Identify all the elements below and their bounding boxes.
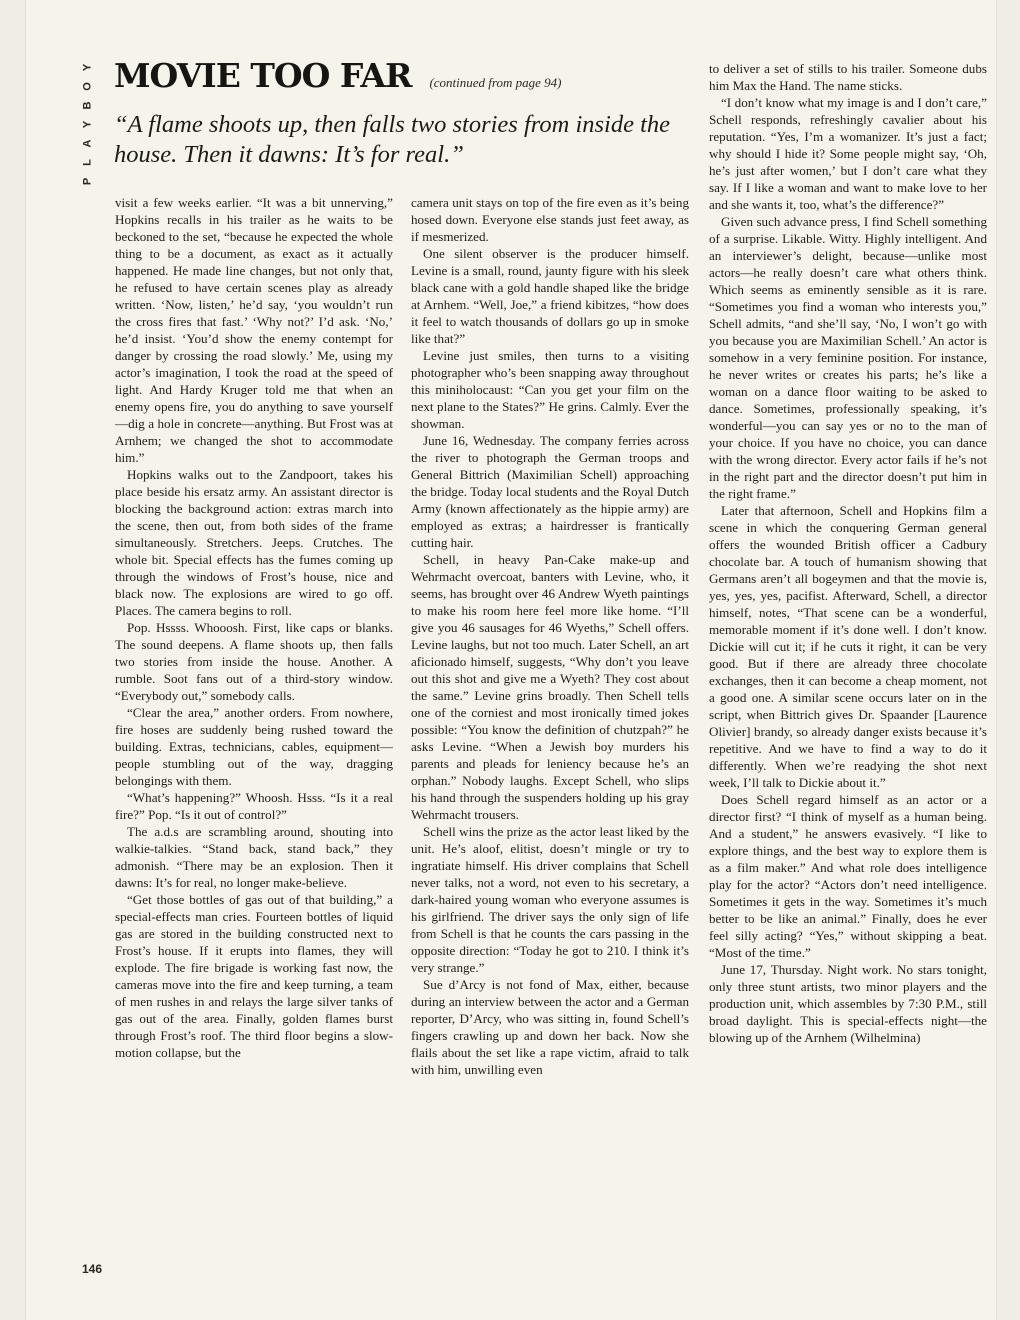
paragraph: The a.d.s are scrambling around, shouting into walkie-talkies. “Stand back, stand back,” they admonish. “There may be an explosion. Then it dawns: It’s for real, no longer make-believe. xyxy=(115,824,393,890)
paragraph: “What’s happening?” Whoosh. Hsss. “Is it a real fire?” Pop. “Is it out of control?” xyxy=(115,790,393,822)
paragraph: Does Schell regard himself as an actor or a director first? “I think of myself as a human being. And a student,” he answers evasively. “I like to explore things, and the best way to explore them is as a film maker.” And what role does intelligence play for the actor? “Actors don’t need intelligence. Sometimes it gets in the way. Sometimes it’s much better to be like an animal.” Finally, does he ever feel silly acting? “Yes,” without skipping a beat. “Most of the time.” xyxy=(709,792,987,960)
paragraph: to deliver a set of stills to his trailer. Someone dubs him Max the Hand. The name sticks. xyxy=(709,61,987,93)
paragraph: Pop. Hssss. Whooosh. First, like caps or blanks. The sound deepens. A flame shoots up, then falls two stories from inside the house. Another. A rumble. Soot fans out of a third-story window. “Everybody out,” somebody calls. xyxy=(115,620,393,703)
magazine-letter: A xyxy=(81,139,94,148)
paragraph: June 16, Wednesday. The company ferries across the river to photograph the German troops and General Bittrich (Maximilian Schell) approaching the bridge. Today local students and the Royal Dutch Army (known affectionately as the hippie army) are employed as extras; a hairdresser is frantically cutting hair. xyxy=(411,433,689,550)
paragraph: “Clear the area,” another orders. From nowhere, fire hoses are suddenly being rushed toward the building. Extras, technicians, cables, equipment—people stumbling out of the way, dragging belongings with them. xyxy=(115,705,393,788)
paragraph: Schell, in heavy Pan-Cake make-up and Wehrmacht overcoat, banters with Levine, who, it seems, has brought over 46 Andrew Wyeth paintings to make his room here feel more like home. “I’ll give you 46 sausages for 46 Wyeths,” Schell offers. Levine laughs, but not too much. Later Schell, an art aficionado himself, suggests, “Why don’t you leave out this shot and give me a Wyeth? They cost about the same.” Levine grins broadly. Then Schell tells one of the corniest and most ironically timed jokes possible: “You know the definition of chutzpah?” he asks Levine. “When a Jewish boy murders his parents and pleads for leniency because he’s an orphan.” Nobody laughs. Except Schell, who slips his hand through the suspenders holding up his gray Wehrmacht trousers. xyxy=(411,552,689,822)
continued-from: (continued from page 94) xyxy=(429,75,562,90)
paragraph: Schell wins the prize as the actor least liked by the unit. He’s aloof, elitist, doesn’t mingle or try to ingratiate himself. His driver complains that Schell never talks, not a word, not even to his secretary, a dark-haired young woman who everyone assumes is his girlfriend. The driver says the only sign of life from Schell is that he counts the cars passing in the opposite direction: “Today he got to 210. I think it’s very strange.” xyxy=(411,824,689,975)
magazine-page xyxy=(26,0,996,1320)
magazine-letter: Y xyxy=(81,120,94,129)
article-header xyxy=(114,56,634,96)
magazine-letter: B xyxy=(81,101,94,110)
paragraph: “I don’t know what my image is and I don’t care,” Schell responds, refreshingly cavalier about his reputation. “Yes, I’m a womanizer. It’s just a fact; why should I hide it? Some people might say, ‘Oh, he’s just after women,’ but I don’t care what they say. If I like a woman and want to make love to her and she wants it, too, what’s the difference?” xyxy=(709,95,987,212)
paragraph: Sue d’Arcy is not fond of Max, either, because during an interview between the actor and a German reporter, D’Arcy, who was sitting in, found Schell’s fingers crawling up and down her back. Now she flails about the set like a rape victim, afraid to talk with him, unwilling even xyxy=(411,977,689,1077)
paragraph: visit a few weeks earlier. “It was a bit unnerving,” Hopkins recalls in his trailer as he waits to be beckoned to the set, “because he expected the whole thing to be a document, as exact as it actually happened. He made line changes, but not only that, he refused to have certain scenes play as already written. ‘Now, listen,’ he’d say, ‘you wouldn’t run the cross fires that fast.’ ‘Why not?’ I’d ask. ‘No,’ he’d insist. ‘You’d show the enemy contempt for danger by crossing the road slowly.’ Me, using my actor’s imagination, I took the road at the speed of light. And Hardy Kruger told me that when an enemy opens fire, you do anything to save yourself—dig a hole in concrete—anything. But Frost was at Arnhem; we changed the shot to accommodate him.” xyxy=(115,195,393,465)
magazine-letter: Y xyxy=(81,63,94,72)
text-column-3 xyxy=(709,60,987,1046)
paragraph: camera unit stays on top of the fire even as it’s being hosed down. Everyone else stands just feet away, as if mesmerized. xyxy=(411,195,689,244)
pull-quote: “A flame shoots up, then falls two stories from inside the house. Then it dawns: It’s for real.” xyxy=(114,111,671,168)
paragraph: Given such advance press, I find Schell something of a surprise. Likable. Witty. Highly intelligent. And an interviewer’s delight, because—unlike most actors—he really doesn’t care what others think. Which seems as eminently sensible as it is rare. “Sometimes you find a woman who interests you,” Schell admits, “and she’ll say, ‘No, I won’t go with you because you are Maximilian Schell.’ An actor is somehow in a very feminine position. For instance, he never writes or creates his parts; he’s like a woman on a dance floor waiting to be asked to dance. Sometimes, professionally speaking, it’s wonderful—you can say yes or no to the man of your choice. If you have no choice, you can dance with the wrong director. Every actor fails if he’s not in the right part and the director doesn’t put him in the right frame.” xyxy=(709,214,987,501)
magazine-letter: O xyxy=(81,82,94,91)
paragraph: One silent observer is the producer himself. Levine is a small, round, jaunty figure with his sleek black cane with a gold handle shaped like the bridge at Arnhem. “Well, Joe,” a friend kibitzes, “how does it feel to watch thousands of dollars go up in smoke like that?” xyxy=(411,246,689,346)
paragraph: June 17, Thursday. Night work. No stars tonight, only three stunt artists, two minor players and the production unit, which assembles by 7:30 P.M., still broad daylight. This is special-effects night—the blowing up of the Arnhem (Wilhelmina) xyxy=(709,962,987,1045)
magazine-letter: P xyxy=(81,177,94,186)
text-column-1 xyxy=(115,194,393,1061)
text-column-2 xyxy=(411,194,689,1078)
paragraph: Hopkins walks out to the Zandpoort, takes his place beside his ersatz army. An assistant director is blocking the background action: extras march into the scene, then out, from both sides of the frame simultaneously. Stretchers. Jeeps. Crutches. The whole bit. Special effects has the fumes coming up through the windows of Frost’s house, nice and black now. The explosions are wired to go off. Places. The camera begins to roll. xyxy=(115,467,393,618)
paragraph: “Get those bottles of gas out of that building,” a special-effects man cries. Fourteen bottles of liquid gas are stored in the building constructed next to Frost’s house. If it erupts into flames, they will explode. The fire brigade is working fast now, the cameras move into the fire and keep turning, a team of men rushes in and relays the large silver tanks of gas out of the area. Finally, golden flames burst through Frost’s roof. The third floor begins a slow-motion collapse, but the xyxy=(115,892,393,1060)
article-title: MOVIE TOO FAR xyxy=(114,56,412,95)
paragraph: Later that afternoon, Schell and Hopkins film a scene in which the conquering German general offers the wounded British officer a Cadbury chocolate bar. A touch of humanism showing that Germans aren’t all bogeymen and that the movie is, yes, yes, yes, pacifist. Afterward, Schell, a director himself, notes, “That scene can be a wonderful, memorable moment if it’s done well. I don’t know. Dickie will cut it; if he cuts it right, it can be very good. But if there are already three chocolate exchanges, then it can become a cheap moment, not a good one. A similar scene occurs later on in the script, when Bittrich gives Dr. Spaander [Laurence Olivier] brandy, so already danger exists because it’s repetitive. And we have to find a way to do it differently. When we’re readying the shot next week, I’ll talk to Dickie about it.” xyxy=(709,503,987,790)
magazine-name-vertical xyxy=(82,58,94,191)
paragraph: Levine just smiles, then turns to a visiting photographer who’s been snapping away throughout this miniholocaust: “Can you get your film on the next plane to the States?” He grins. Calmly. Ever the showman. xyxy=(411,348,689,431)
magazine-letter: L xyxy=(81,159,94,166)
page-number: 146 xyxy=(82,1262,103,1276)
